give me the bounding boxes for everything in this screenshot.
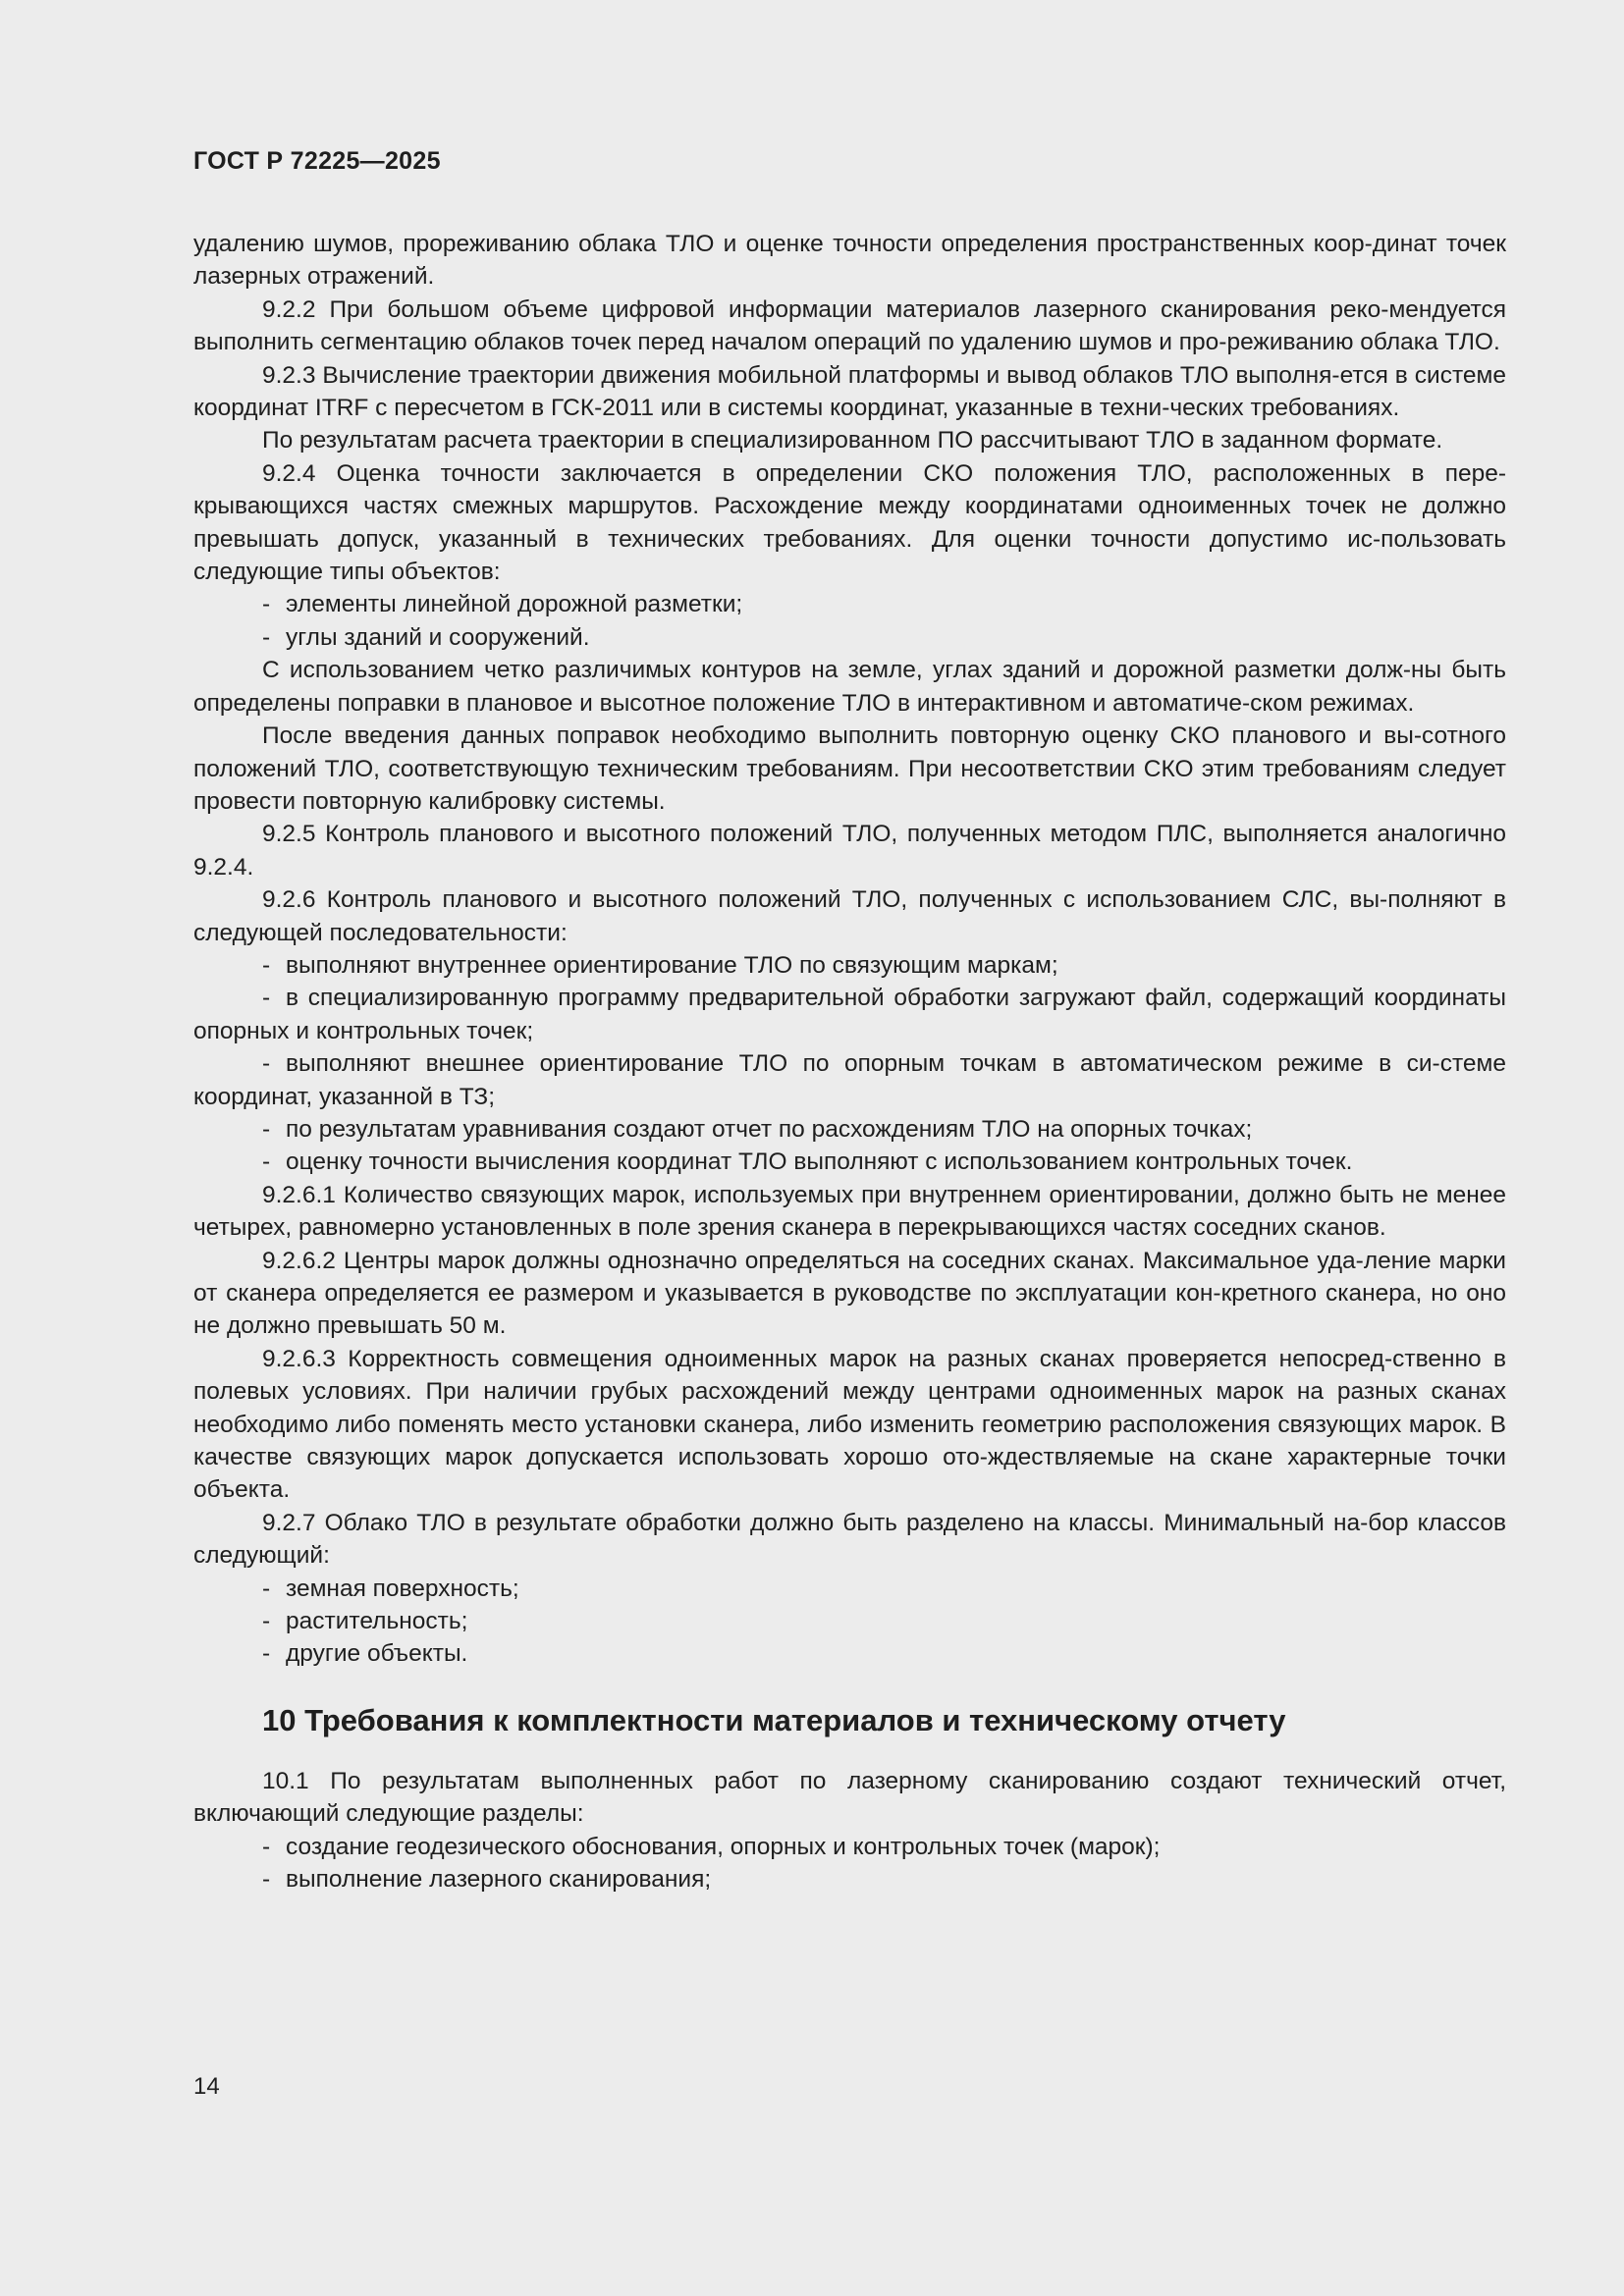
list-item: [193, 1863, 1506, 1896]
list-item-text: выполнение лазерного сканирования;: [286, 1866, 712, 1894]
list-item-text: другие объекты.: [286, 1640, 468, 1668]
list-item: [193, 1637, 1506, 1670]
section-paragraph-list: [193, 1765, 1506, 1896]
paragraph: 9.2.5 Контроль планового и высотного положений ТЛО, полученных методом ПЛС, выполняется аналогично 9.2.4.: [193, 821, 1506, 881]
paragraph-list: [193, 228, 1506, 1671]
list-dash: -: [262, 1833, 271, 1860]
paragraph: После введения данных поправок необходимо выполнить повторную оценку СКО планового и вы-сотного положений ТЛО, соответствующую техническим требованиям. При несоответствии СКО этим требованиям следует провести повторную калибровку системы.: [193, 722, 1506, 815]
list-dash: -: [262, 1640, 271, 1668]
list-item-text: по результатам уравнивания создают отчет по расхождениям ТЛО на опорных точках;: [286, 1115, 1253, 1143]
list-dash: -: [262, 1866, 271, 1894]
list-dash: -: [262, 591, 271, 618]
list-dash: -: [262, 1115, 271, 1143]
paragraph: 10.1 По результатам выполненных работ по лазерному сканированию создают технический отчет, включающий следующие разделы:: [193, 1767, 1506, 1828]
list-item: [193, 982, 1506, 1047]
list-dash: -: [262, 1608, 271, 1635]
list-item-text: в специализированную программу предварительной обработки загружают файл, содержащий координаты опорных и контрольных точек;: [193, 985, 1506, 1044]
paragraph: 9.2.2 При большом объеме цифровой информации материалов лазерного сканирования реко-мендуется выполнить сегментацию облаков точек перед началом операций по удалению шумов и про-реживанию облака ТЛО.: [193, 295, 1506, 356]
paragraph: 9.2.7 Облако ТЛО в результате обработки должно быть разделено на классы. Минимальный на-бор классов следующий:: [193, 1509, 1506, 1570]
document-header: ГОСТ Р 72225—2025: [193, 147, 441, 175]
paragraph: 9.2.6.3 Корректность совмещения одноименных марок на разных сканах проверяется непосред-ственно в полевых условиях. При наличии грубых расхождений между центрами одноименных марок на разных сканах необходимо либо поменять место установки сканера, либо изменить геометрию расположения связующих марок. В качестве связующих марок допускается использовать хорошо ото-ждествляемые на скане характерные точки объекта.: [193, 1345, 1506, 1504]
list-dash: -: [262, 623, 271, 651]
paragraph: 9.2.6.1 Количество связующих марок, используемых при внутреннем ориентировании, должно быть не менее четырех, равномерно установленных в поле зрения сканера в перекрывающихся частях соседних сканов.: [193, 1181, 1506, 1242]
paragraph: удалению шумов, прореживанию облака ТЛО и оценке точности определения пространственных коор-динат точек лазерных отражений.: [193, 231, 1506, 291]
list-dash: -: [262, 1575, 271, 1602]
list-item-text: элементы линейной дорожной разметки;: [286, 591, 743, 618]
list-item-text: растительность;: [286, 1608, 468, 1635]
paragraph: 9.2.4 Оценка точности заключается в определении СКО положения ТЛО, расположенных в пере-крывающихся частях смежных маршрутов. Расхождение между координатами одноименных точек не должно превышать допуск, указанный в технических требованиях. Для оценки точности допустимо ис-пользовать следующие типы объектов:: [193, 459, 1506, 586]
list-dash: -: [262, 951, 271, 979]
list-item-text: создание геодезического обоснования, опорных и контрольных точек (марок);: [286, 1833, 1161, 1860]
list-item-text: выполняют внешнее ориентирование ТЛО по опорным точкам в автоматическом режиме в си-стеме координат, указанной в ТЗ;: [193, 1050, 1506, 1110]
list-item: [193, 588, 1506, 620]
section-heading: 10 Требования к комплектности материалов и техническому отчету: [262, 1702, 1286, 1737]
paragraph: С использованием четко различимых контуров на земле, углах зданий и дорожной разметки долж-ны быть определены поправки в плановое и высотное положение ТЛО в интерактивном и автоматиче-ском режимах.: [193, 657, 1506, 717]
list-item: [193, 1605, 1506, 1637]
list-item: [193, 1573, 1506, 1605]
list-item: [193, 1047, 1506, 1113]
paragraph: 9.2.3 Вычисление траектории движения мобильной платформы и вывод облаков ТЛО выполня-ется в системе координат ITRF с пересчетом в ГСК-2011 или в системы координат, указанные в техни-ческих требованиях.: [193, 361, 1506, 422]
list-item-text: углы зданий и сооружений.: [286, 623, 590, 651]
list-item: [193, 1831, 1506, 1863]
page-number: 14: [193, 2073, 220, 2100]
list-item-text: оценку точности вычисления координат ТЛО выполняют с использованием контрольных точек.: [286, 1148, 1353, 1176]
list-item-text: выполняют внутреннее ориентирование ТЛО по связующим маркам;: [286, 951, 1058, 979]
document-body: [193, 228, 1506, 1896]
list-item: [193, 621, 1506, 654]
list-item: [193, 949, 1506, 982]
list-dash: -: [262, 985, 271, 1012]
list-dash: -: [262, 1148, 271, 1176]
paragraph: 9.2.6.2 Центры марок должны однозначно определяться на соседних сканах. Максимальное уда-ление марки от сканера определяется ее размером и указывается в руководстве по эксплуатации кон-кретного сканера, но оно не должно превышать 50 м.: [193, 1247, 1506, 1340]
paragraph: 9.2.6 Контроль планового и высотного положений ТЛО, полученных с использованием СЛС, вы-полняют в следующей последовательности:: [193, 886, 1506, 946]
list-item: [193, 1146, 1506, 1178]
list-dash: -: [262, 1050, 271, 1078]
list-item-text: земная поверхность;: [286, 1575, 519, 1602]
list-item: [193, 1113, 1506, 1146]
paragraph: По результатам расчета траектории в специализированном ПО рассчитывают ТЛО в заданном формате.: [262, 427, 1443, 454]
